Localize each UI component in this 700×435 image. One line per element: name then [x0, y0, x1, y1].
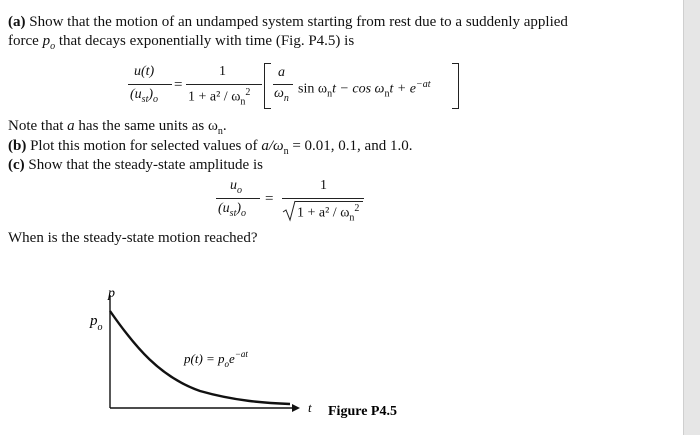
eq1-rhs-denominator: $1 + a^2 / \omega_n^2$: [188, 87, 251, 108]
page-edge-shadow: [683, 0, 700, 435]
part-a-line2-pre: force: [8, 33, 43, 49]
eq2-lhs-numerator: $u_o$: [230, 178, 242, 196]
eq2-rhs-fraction: [282, 176, 364, 222]
eq2-rhs-numerator: 1: [320, 178, 327, 193]
eq1-rhs-bar: [186, 84, 262, 85]
eq1-rhs-numerator: 1: [219, 64, 226, 79]
eq2-lhs-denominator: $(u_{st})_o$: [218, 201, 247, 219]
eq1-lhs-bar: [128, 84, 172, 85]
figure-caption: Figure P4.5: [328, 404, 397, 419]
eq1-inner-numerator: a: [278, 65, 285, 80]
force-subscript: o: [50, 41, 56, 52]
sqrt-sign: [282, 200, 296, 222]
part-b-line: (b) Plot this motion for selected values of $a/\omega_n = 0.01$, 0.1, and 1.0.: [8, 138, 413, 157]
force-variable: p: [42, 33, 51, 49]
question-text: When is the steady-state motion reached?: [8, 230, 258, 246]
eq1-bracket-content: $\sin \omega_nt - \cos \omega_nt + e^{-at}$: [298, 79, 431, 100]
eq2-rhs-denominator: $1 + a^2 / \omega_n^2$: [297, 203, 360, 224]
eq2-equals: =: [265, 191, 274, 207]
eq1-lhs-denominator: $(u_{st})_o$: [130, 87, 159, 105]
eq1-lhs-fraction: [128, 62, 172, 106]
eq1-rhs-fraction: [186, 62, 262, 106]
note-line: Note that a has the same units as $\omega_n$.: [8, 118, 227, 137]
eq1-right-bracket: [452, 63, 459, 109]
eq1-inner-fraction: [273, 65, 293, 105]
y-intercept-label: $p_o$: [90, 313, 103, 333]
figure-p4-5: [80, 285, 440, 430]
y-axis-label: p: [108, 286, 115, 301]
sqrt-overline: [295, 201, 363, 202]
part-b-label: (b): [8, 138, 27, 154]
part-a-line-1: [8, 13, 568, 32]
eq1-equals: =: [174, 77, 183, 93]
eq1-inner-bar: [273, 84, 293, 85]
eq1-inner-denominator: $\omega_n$: [274, 86, 289, 104]
eq1-lhs-numerator: u(t): [134, 64, 155, 79]
part-a-line-2: [8, 32, 354, 56]
part-c-label: (c): [8, 157, 25, 173]
part-a-line2-post: that decays exponentially with time (Fig. P4.5) is: [55, 33, 355, 49]
curve-equation-label: $p(t) = p_oe^{-at}$: [184, 349, 248, 369]
eq1-left-bracket: [264, 63, 271, 109]
part-c-line: (c) Show that the steady-state amplitude is: [8, 157, 263, 173]
eq2-rhs-bar: [282, 198, 364, 199]
eq2-lhs-bar: [216, 198, 260, 199]
part-a-text: Show that the motion of an undamped system starting from rest due to a suddenly applied: [29, 14, 568, 30]
x-axis-arrow: [292, 404, 300, 412]
eq2-lhs-fraction: [216, 176, 260, 220]
x-axis-label: t: [308, 400, 312, 415]
part-a-label: (a): [8, 14, 26, 30]
